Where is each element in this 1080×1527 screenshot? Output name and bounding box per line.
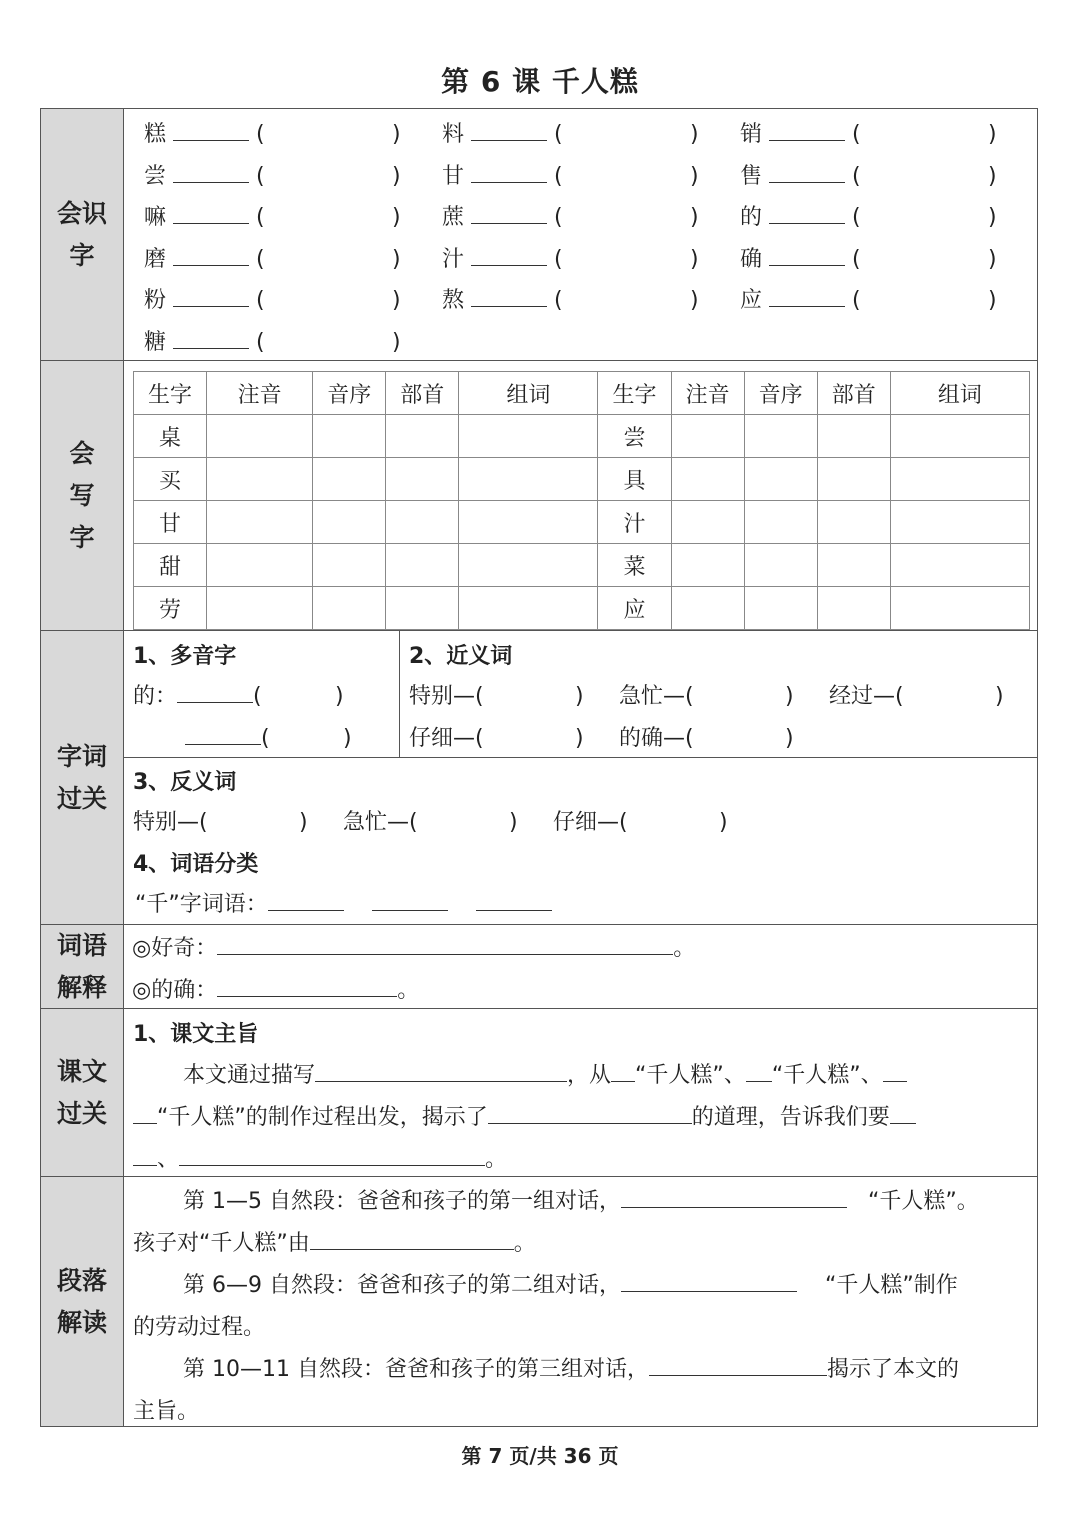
text-content <box>124 1009 1037 1176</box>
table-row: 桌 尝 <box>134 415 1030 458</box>
table-header-row: 生字 注音 音序 部首 组词 生字 注音 音序 部首 组词 <box>134 372 1030 415</box>
section-label: 字词 过关 <box>41 631 124 924</box>
para-2-line-1: 第 6—9 自然段：爸爸和孩子的第二组对话， “千人糕”制作 <box>183 1265 958 1307</box>
section-explain <box>41 925 1037 1009</box>
para-3-line-2: 主旨。 <box>133 1399 200 1424</box>
synonym-title: 2、近义词 <box>409 644 513 669</box>
para-1-line-2: 孩子对“千人糕”由 。 <box>133 1223 536 1265</box>
para-2-line-2: 的劳动过程。 <box>133 1315 266 1340</box>
antonym-line: 特别—( ) 急忙—( ) 仔细—( ) <box>133 810 728 835</box>
theme-title: 1、课文主旨 <box>133 1022 259 1047</box>
theme-line-1: 本文通过描写 ，从 “千人糕”、 “千人糕”、 <box>183 1055 907 1097</box>
worksheet-table <box>40 108 1038 1427</box>
explain-line-2: ◎的确： 。 <box>132 973 419 1004</box>
paragraph-content <box>124 1177 1037 1426</box>
explain-content <box>124 925 1037 1008</box>
table-row: 甜 菜 <box>134 544 1030 587</box>
page-title: 第 6 课 千人糕 <box>441 65 639 98</box>
polyphone-line-2: ( ) <box>185 721 352 751</box>
classify-title: 4、词语分类 <box>133 852 259 877</box>
explain-line-1: ◎好奇： 。 <box>132 931 695 962</box>
section-label: 会 写 字 <box>41 361 124 630</box>
section-recognize <box>41 109 1037 361</box>
polyphone-title: 1、多音字 <box>133 644 237 669</box>
section-text <box>41 1009 1037 1177</box>
section-paragraph <box>41 1177 1037 1426</box>
table-row: 买 具 <box>134 458 1030 501</box>
antonym-title: 3、反义词 <box>133 770 237 795</box>
page-footer: 第 7 页/共 36 页 <box>461 1444 619 1468</box>
section-label: 词语 解释 <box>41 925 124 1008</box>
divider-horizontal <box>124 757 1037 758</box>
section-label: 段落 解读 <box>41 1177 124 1426</box>
section-words <box>41 631 1037 925</box>
table-row: 甘 汁 <box>134 501 1030 544</box>
write-content <box>124 361 1037 630</box>
words-content <box>124 631 1037 924</box>
divider-vertical <box>399 631 400 757</box>
recognize-col-2: 料 ( ) 甘 ( ) 蔗 ( ) 汁 ( ) 熬 ( ) <box>442 114 699 322</box>
recognize-col-1: 糕 ( ) 尝 ( ) 嘛 ( ) 磨 ( ) 粉 ( ) 糖 ( ) <box>144 114 401 363</box>
classify-line: “千”字词语： <box>135 887 552 918</box>
section-write <box>41 361 1037 631</box>
synonym-line-2: 仔细—( ) 的确—( ) <box>409 726 794 751</box>
para-3-line-1: 第 10—11 自然段：爸爸和孩子的第三组对话， 揭示了本文的 <box>183 1349 959 1391</box>
recognize-content <box>124 109 1037 360</box>
table-row: 劳 应 <box>134 587 1030 630</box>
para-1-line-1: 第 1—5 自然段：爸爸和孩子的第一组对话， “千人糕”。 <box>183 1181 979 1223</box>
recognize-col-3: 销 ( ) 售 ( ) 的 ( ) 确 ( ) 应 ( ) <box>740 114 997 322</box>
theme-line-3: 、 。 <box>133 1139 507 1181</box>
section-label: 课文 过关 <box>41 1009 124 1176</box>
section-label: 会识 字 <box>41 109 124 360</box>
write-table <box>133 371 1030 630</box>
synonym-line-1: 特别—( ) 急忙—( ) 经过—( ) <box>409 684 1004 709</box>
theme-line-2: “千人糕”的制作过程出发，揭示了 的道理，告诉我们要 <box>133 1097 916 1139</box>
polyphone-line-1: 的： ( ) <box>133 679 344 710</box>
